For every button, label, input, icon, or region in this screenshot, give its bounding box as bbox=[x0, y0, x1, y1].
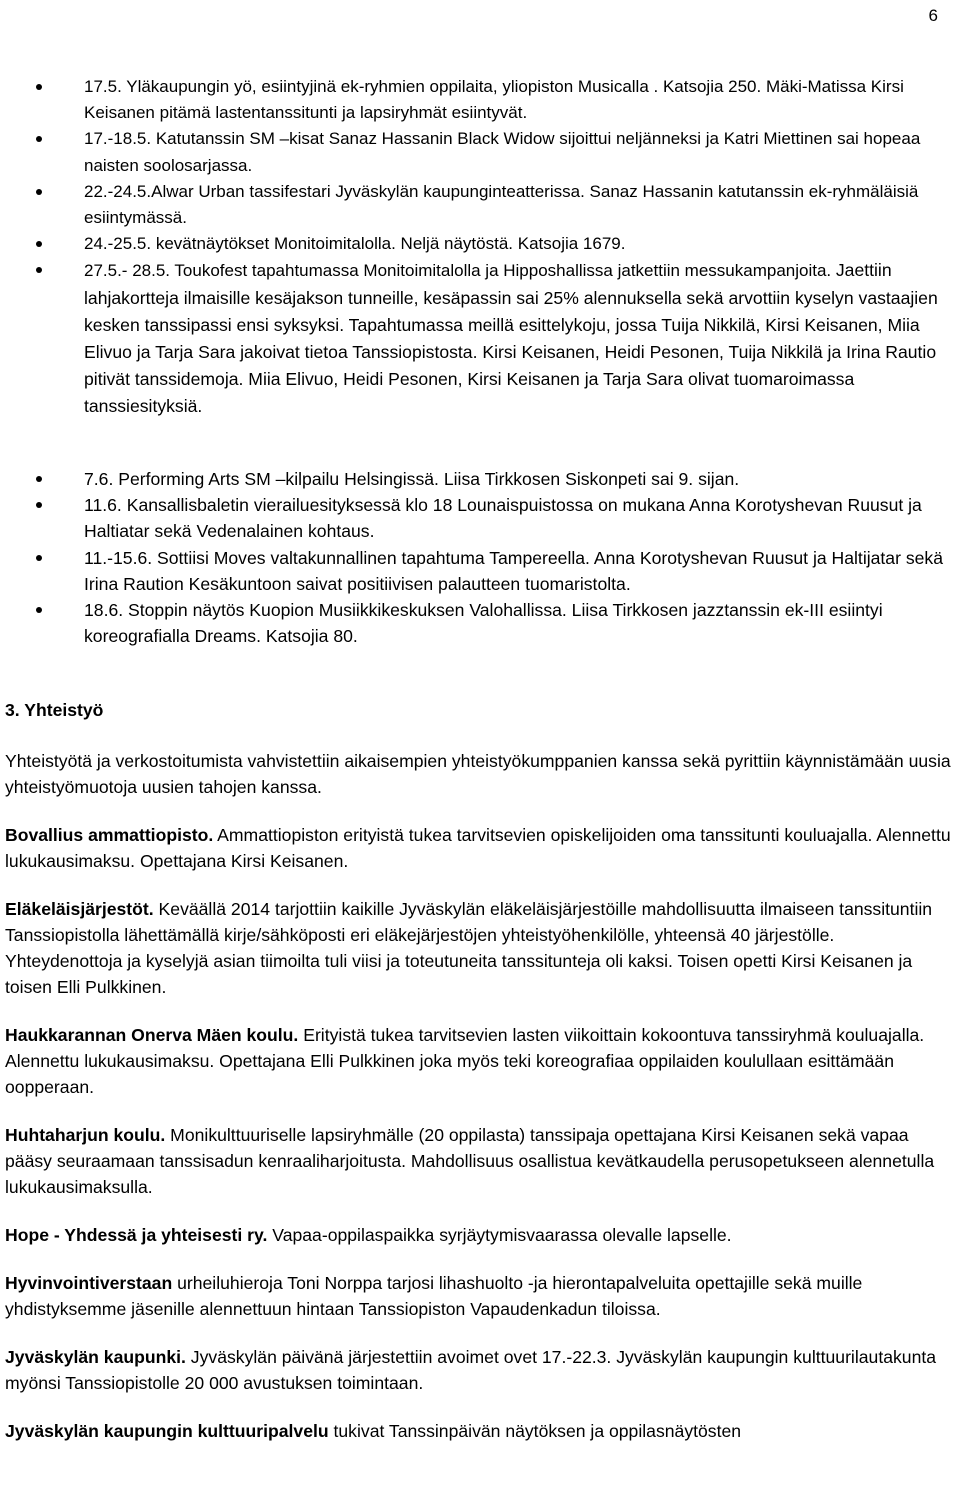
paragraph-jyvaskylan-kaupunki bbox=[5, 1344, 955, 1396]
list-item-text: 18.6. Stoppin näytös Kuopion Musiikkikeskuksen Valohallissa. Liisa Tirkkosen jazztanssin ek-III esiintyi koreografialla Dreams. Katsojia 80. bbox=[84, 600, 883, 647]
event-list-june bbox=[0, 466, 960, 649]
paragraph-text: Ammattiopiston erityistä tukea tarvitsevien opiskelijoiden oma tanssitunti kouluajalla. Alennettu lukukausimaksu. Opettajana Kirsi Keisanen. bbox=[5, 825, 951, 871]
list-item-text: 27.5.- 28.5. Toukofest tapahtumassa Monitoimitalolla ja Hipposhallissa jatkettiin messukampanjoita. bbox=[84, 261, 832, 281]
list-item-text: 7.6. Performing Arts SM –kilpailu Helsingissä. Liisa Tirkkosen Siskonpeti sai 9. sijan. bbox=[84, 469, 740, 489]
paragraph-text: Yhteistyötä ja verkostoitumista vahvistettiin aikaisempien yhteistyökumppanien kanssa sekä pyrittiin käynnistämään uusia yhteistyömuotoja uusien tahojen kanssa. bbox=[5, 751, 951, 797]
paragraph-lead: Hope - Yhdessä ja yhteisesti ry. bbox=[5, 1225, 268, 1245]
paragraph-huhtaharju bbox=[5, 1122, 955, 1200]
paragraph-text: Jyväskylän päivänä järjestettiin avoimet ovet 17.-22.3. Jyväskylän kaupungin kulttuurilautakunta myönsi Tanssiopistolle 20 000 avustuksen toimintaan. bbox=[5, 1347, 937, 1393]
section-heading: 3. Yhteistyö bbox=[5, 700, 104, 720]
paragraph-text: urheiluhieroja Toni Norppa tarjosi lihashuolto -ja hierontapalveluita opettajille sekä muille yhdistyksemme jäsenille alennettuun hintaan Tanssiopiston Vapaudenkadun tiloissa. bbox=[5, 1273, 863, 1319]
list-item-text: 11.6. Kansallisbaletin vierailuesityksessä klo 18 Lounaispuistossa on mukana Anna Korotyshevan Ruusut ja Haltiatar sekä Vedenalainen kohtaus. bbox=[84, 495, 922, 542]
paragraph-lead: Bovallius ammattiopisto. bbox=[5, 825, 214, 845]
list-item-alwar-urban bbox=[0, 179, 960, 231]
paragraph-kulttuuripalvelu bbox=[5, 1418, 955, 1444]
paragraph-lead: Jyväskylän kaupunki. bbox=[5, 1347, 186, 1367]
paragraph-text: Monikulttuuriselle lapsiryhmälle (20 oppilasta) tanssipaja opettajana Kirsi Keisanen sekä vapaa pääsy seuraamaan tanssisadun kenraaliharjoitusta. Mahdollisuus osallistua kevätkaudella perusopetukseen alennetulla lukukausimaksulla. bbox=[5, 1125, 935, 1197]
list-item-detail: Jaettiin lahjakortteja ilmaisille kesäjakson tunneille, kesäpassin sai 25% alennuksella sekä arvottiin kyselyn vastaajien kesken tanssipassi ensi syksyksi. Tapahtumassa meillä esittelykoju, jossa Tuija Nikkilä, Kirsi Keisanen, Miia Elivuo ja Tarja Sara jakoivat tietoa Tanssiopistosta. Kirsi Keisanen, Heidi Pesonen, Tuija Nikkilä ja Irina Rautio pitivät tanssidemoja. Miia Elivuo, Heidi Pesonen, Kirsi Keisanen ja Tarja Sara olivat tuomaroimassa tanssiesityksiä. bbox=[84, 260, 938, 417]
paragraph-intro bbox=[5, 748, 955, 800]
paragraph-hope bbox=[5, 1222, 955, 1248]
list-item-katutanssin-sm bbox=[0, 126, 960, 178]
paragraph-lead: Hyvinvointiverstaan bbox=[5, 1273, 173, 1293]
paragraph-lead: Huhtaharjun koulu. bbox=[5, 1125, 166, 1145]
list-item-text: 17.-18.5. Katutanssin SM –kisat Sanaz Hassanin Black Widow sijoittui neljänneksi ja Katri Miettinen sai hopeaa naisten soolosarjassa. bbox=[84, 129, 921, 175]
event-list-may bbox=[0, 74, 960, 421]
paragraph-text: Vapaa-oppilaspaikka syrjäytymisvaarassa olevalle lapselle. bbox=[267, 1225, 732, 1245]
paragraph-lead: Haukkarannan Onerva Mäen koulu. bbox=[5, 1025, 299, 1045]
section-body bbox=[5, 748, 955, 1466]
list-item-text: 24.-25.5. kevätnäytökset Monitoimitalolla. Neljä näytöstä. Katsojia 1679. bbox=[84, 234, 626, 254]
list-item-text: 22.-24.5.Alwar Urban tassifestari Jyväskylän kaupunginteatterissa. Sanaz Hassanin katutanssin ek-ryhmäläisiä esiintymässä. bbox=[84, 181, 919, 228]
list-item-kevatnaytokset bbox=[0, 231, 960, 257]
paragraph-text: Keväällä 2014 tarjottiin kaikille Jyväskylän eläkeläisjärjestöille mahdollisuutta ilmaiseen tanssituntiin Tanssiopistolla lähettämällä kirje/sähköposti eri eläkejärjestöjen yhteistyöhenkilölle, yhteensä 40 järjestölle. Yhteydenottoja ja kyselyjä asian tiimoilta tuli viisi ja toteutuneita tanssitunteja oli kaksi. Toisen opetti Kirsi Keisanen ja toisen Elli Pulkkinen. bbox=[5, 899, 933, 997]
list-item-stoppi bbox=[0, 597, 960, 649]
paragraph-bovallius bbox=[5, 822, 955, 874]
list-item-performing-arts bbox=[0, 466, 960, 492]
paragraph-lead: Jyväskylän kaupungin kulttuuripalvelu bbox=[5, 1421, 329, 1441]
list-item-ylakaupungin-yo bbox=[0, 74, 960, 126]
list-item-sottiisi-moves bbox=[0, 545, 960, 597]
paragraph-hyvinvointiverstas bbox=[5, 1270, 955, 1322]
list-item-toukofest bbox=[0, 257, 960, 420]
list-item-kansallisbaletti bbox=[0, 492, 960, 544]
paragraph-elakelaisjarjestot bbox=[5, 896, 955, 1000]
page-number: 6 bbox=[928, 6, 938, 25]
paragraph-text: tukivat Tanssinpäivän näytöksen ja oppilasnäytösten bbox=[328, 1421, 742, 1441]
paragraph-text: Erityistä tukea tarvitsevien lasten viikoittain kokoontuva tanssiryhmä kouluajalla. Alennettu lukukausimaksu. Opettajana Elli Pulkkinen joka myös teki koreografiaa oppilaiden koulullaan esittämään oopperaan. bbox=[5, 1025, 925, 1097]
list-item-text: 17.5. Yläkaupungin yö, esiintyjinä ek-ryhmien oppilaita, yliopiston Musicalla . Katsojia 250. Mäki-Matissa Kirsi Keisanen pitämä lastentanssitunti ja lapsiryhmät esiintyvät. bbox=[84, 77, 904, 123]
paragraph-lead: Eläkeläisjärjestöt. bbox=[5, 899, 154, 919]
list-item-text: 11.-15.6. Sottiisi Moves valtakunnallinen tapahtuma Tampereella. Anna Korotyshevan Ruusut ja Haltijatar sekä Irina Raution Kesäkuntoon saivat positiivisen palautteen tuomaristolta. bbox=[84, 547, 943, 594]
paragraph-haukkaranta bbox=[5, 1022, 955, 1100]
